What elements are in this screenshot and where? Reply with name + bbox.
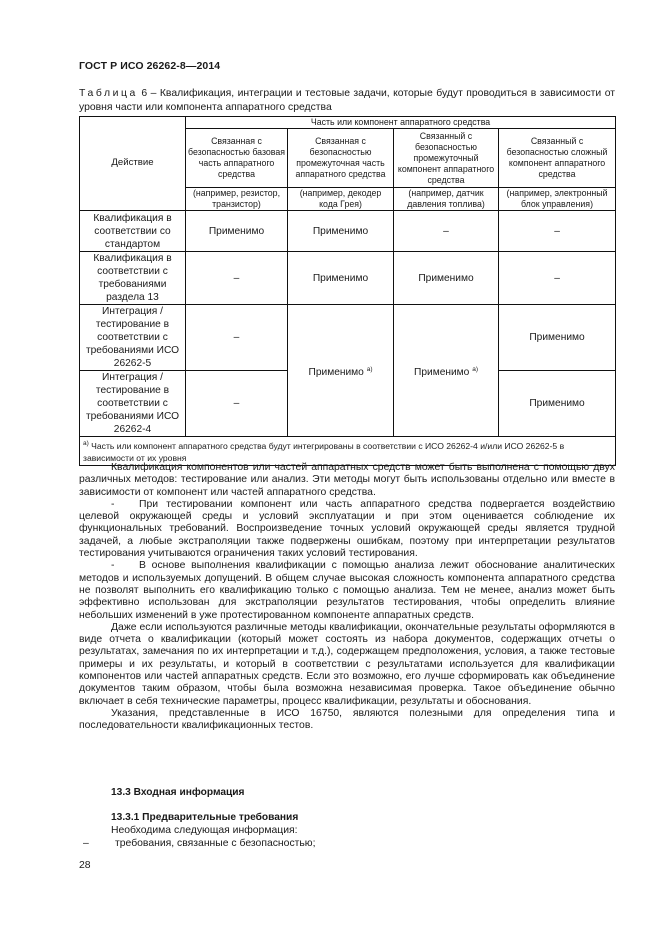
header-col-2: Связанная с безопасностью промежуточная часть аппаратного средства xyxy=(288,129,394,188)
footnote-text: Часть или компонент аппаратного средства будут интегрированы в соответствии с ИСО 26262-4 и/или ИСО 26262-5 в зависимости от их уровня xyxy=(83,441,565,463)
paragraph: Даже если используются различные методы квалификации, окончательные результаты оформляются в виде отчета о квалификации (который может состоять из набора документов, содержащих отчеты о результатах, замечания по их интерпретации и т.д.), содержащем предположения, условия, а также тестовые примеры и их результаты, и который в соответствии с результатами используется для квалификации компонентов или частей аппаратных средств. Если это возможно, его лучше сформировать как объединение документов таким образом, чтобы была возможна независимая проверка. Такое объединение обычно включает в себя технические параметры, процесс квалификации, результаты и обоснования. xyxy=(79,621,615,707)
row-action: Интеграция / тестирование в соответствии с требованиями ИСО 26262-4 xyxy=(80,371,186,437)
list-item-text: требования, связанные с безопасностью; xyxy=(115,838,316,849)
cell-text: Применимо xyxy=(414,366,470,378)
bullet-text: При тестировании компонент или часть аппаратного средства подвергается воздействию целевой окружающей среды и условий эксплуатации и при этом оценивается соблюдение их функциональных требований. Воспроизведение точных условий окружающей среды является трудной задачей, а любые экстраполяции также подвержены ошибкам, поэтому при интерпретации результатов тестирования учитываются ограничения таких условий тестирования. xyxy=(79,498,615,560)
list-marker: – xyxy=(83,838,89,849)
cell: – xyxy=(186,371,288,437)
cell-merged xyxy=(394,305,499,437)
header-col-3: Связанный с безопасностью промежуточный компонент аппаратного средства xyxy=(394,129,499,188)
footnote-ref: а) xyxy=(472,365,478,373)
footnote-ref: а) xyxy=(366,365,373,373)
cell: – xyxy=(186,252,288,305)
cell: Применимо xyxy=(394,252,499,305)
cell: – xyxy=(186,305,288,371)
cell: Применимо xyxy=(288,211,394,252)
document-header: ГОСТ Р ИСО 26262-8—2014 xyxy=(79,60,221,72)
cell: – xyxy=(499,252,616,305)
table-caption xyxy=(79,87,615,115)
section-heading: 13.3 Входная информация xyxy=(111,787,245,798)
cell-text: Применимо xyxy=(308,366,364,378)
cell-merged xyxy=(288,305,394,437)
cell: Применимо xyxy=(499,305,616,371)
header-example-4: (например, электронный блок управления) xyxy=(499,188,616,211)
section-intro: Необходима следующая информация: xyxy=(111,825,298,836)
header-example-1: (например, резистор, транзистор) xyxy=(186,188,288,211)
qualification-table xyxy=(79,116,616,466)
table-caption-text: – Квалификация, интеграции и тестовые задачи, которые будут проводиться в зависимости от уровня части или компонента аппаратного средства xyxy=(79,88,615,113)
cell: – xyxy=(394,211,499,252)
row-action: Интеграция / тестирование в соответствии с требованиями ИСО 26262-5 xyxy=(80,305,186,371)
cell: Применимо xyxy=(186,211,288,252)
bullet-item xyxy=(79,560,615,621)
header-example-2: (например, декодер кода Грея) xyxy=(288,188,394,211)
body-text xyxy=(79,462,615,733)
table-row xyxy=(80,252,616,305)
header-example-3: (например, датчик давления топлива) xyxy=(394,188,499,211)
bullet-text: В основе выполнения квалификации с помощью анализа лежит обоснование аналитических методов и используемых допущений. В общем случае высокая сложность компонента аппаратного средства не позволят выполнить его квалификацию только с помощью анализа. Тем не менее, анализ может быть эффективно использован для экстраполяции результатов тестирования, чтобы определить влияние небольших изменений в уже протестированном компоненте аппаратных средств. xyxy=(79,560,615,621)
cell: – xyxy=(499,211,616,252)
table-row xyxy=(80,211,616,252)
page-number: 28 xyxy=(79,860,91,871)
header-col-4: Связанный с безопасностью сложный компонент аппаратного средства xyxy=(499,129,616,188)
footnote-marker: а) xyxy=(83,440,89,447)
paragraph: Указания, представленные в ИСО 16750, являются полезными для определения типа и последовательности квалификационных тестов. xyxy=(79,707,615,732)
list-item xyxy=(79,838,316,849)
table-row xyxy=(80,305,616,371)
table-caption-label: Таблица xyxy=(79,88,138,99)
table-caption-number: 6 xyxy=(141,88,148,99)
row-action: Квалификация в соответствии с требованиями раздела 13 xyxy=(80,252,186,305)
bullet-marker: - xyxy=(111,560,115,572)
header-action: Действие xyxy=(80,117,186,211)
header-col-1: Связанная с безопасностью базовая часть аппаратного средства xyxy=(186,129,288,188)
cell: Применимо xyxy=(288,252,394,305)
subsection-heading: 13.3.1 Предварительные требования xyxy=(111,812,299,823)
cell: Применимо xyxy=(499,371,616,437)
bullet-item xyxy=(79,499,615,560)
row-action: Квалификация в соответствии со стандартом xyxy=(80,211,186,252)
header-group: Часть или компонент аппаратного средства xyxy=(186,117,616,129)
paragraph: Квалификация компонентов или частей аппаратных средств может быть выполнена с помощью двух различных методов: тестирование или анализ. Эти методы могут быть использованы отдельно или вместе в зависимости от компонент или частей аппаратного средства. xyxy=(79,462,615,498)
bullet-marker: - xyxy=(111,498,115,510)
